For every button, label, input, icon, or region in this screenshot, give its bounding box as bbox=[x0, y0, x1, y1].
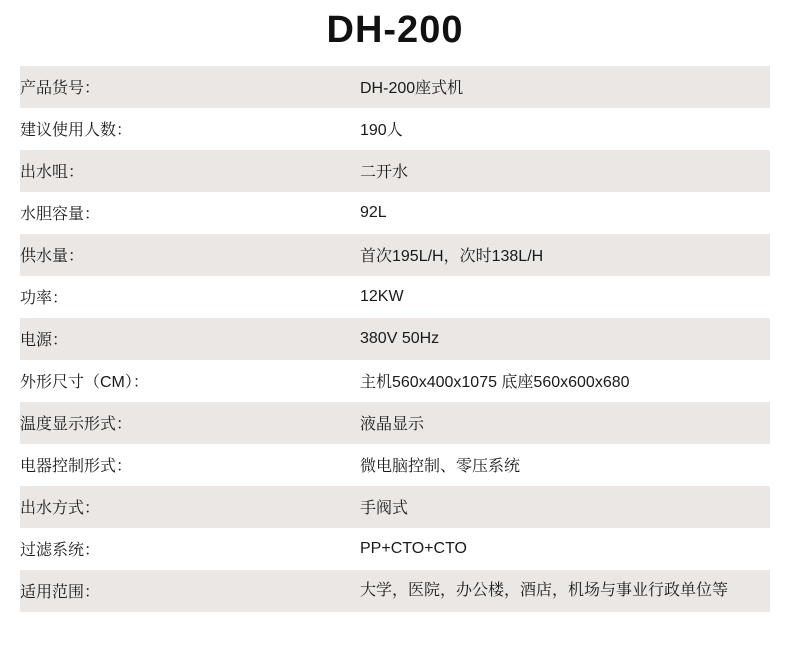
spec-value: 液晶显示 bbox=[360, 402, 770, 444]
spec-label: 水胆容量： bbox=[20, 192, 360, 234]
spec-value: 380V 50Hz bbox=[360, 318, 770, 360]
spec-label: 产品货号： bbox=[20, 66, 360, 108]
spec-label: 适用范围： bbox=[20, 570, 360, 612]
specification-table bbox=[20, 66, 770, 612]
spec-label: 电源： bbox=[20, 318, 360, 360]
spec-value: 主机560x400x1075 底座560x600x680 bbox=[360, 360, 770, 402]
table-row bbox=[20, 360, 770, 402]
spec-label: 电器控制形式： bbox=[20, 444, 360, 486]
page-title: DH-200 bbox=[326, 9, 464, 51]
table-row bbox=[20, 234, 770, 276]
spec-label: 出水方式： bbox=[20, 486, 360, 528]
spec-label: 供水量： bbox=[20, 234, 360, 276]
spec-value: 二开水 bbox=[360, 150, 770, 192]
spec-value: DH-200座式机 bbox=[360, 66, 770, 108]
spec-value: 大学，医院，办公楼，酒店，机场与事业行政单位等 bbox=[360, 570, 770, 612]
table-row bbox=[20, 486, 770, 528]
spec-value: 微电脑控制、零压系统 bbox=[360, 444, 770, 486]
spec-value: 12KW bbox=[360, 276, 770, 318]
specification-table-body bbox=[20, 66, 770, 612]
table-row bbox=[20, 528, 770, 570]
spec-value: 首次195L/H，次时138L/H bbox=[360, 234, 770, 276]
spec-label: 功率： bbox=[20, 276, 360, 318]
table-row bbox=[20, 66, 770, 108]
spec-label: 外形尺寸（CM）： bbox=[20, 360, 360, 402]
spec-label: 过滤系统： bbox=[20, 528, 360, 570]
spec-label: 温度显示形式： bbox=[20, 402, 360, 444]
spec-value: 190人 bbox=[360, 108, 770, 150]
spec-value: 92L bbox=[360, 192, 770, 234]
table-row bbox=[20, 402, 770, 444]
table-row bbox=[20, 108, 770, 150]
table-row bbox=[20, 570, 770, 612]
spec-label: 出水咀： bbox=[20, 150, 360, 192]
table-row bbox=[20, 276, 770, 318]
table-row bbox=[20, 444, 770, 486]
spec-value: 手阀式 bbox=[360, 486, 770, 528]
spec-value: PP+CTO+CTO bbox=[360, 528, 770, 570]
table-row bbox=[20, 318, 770, 360]
table-row bbox=[20, 150, 770, 192]
table-row bbox=[20, 192, 770, 234]
spec-label: 建议使用人数： bbox=[20, 108, 360, 150]
